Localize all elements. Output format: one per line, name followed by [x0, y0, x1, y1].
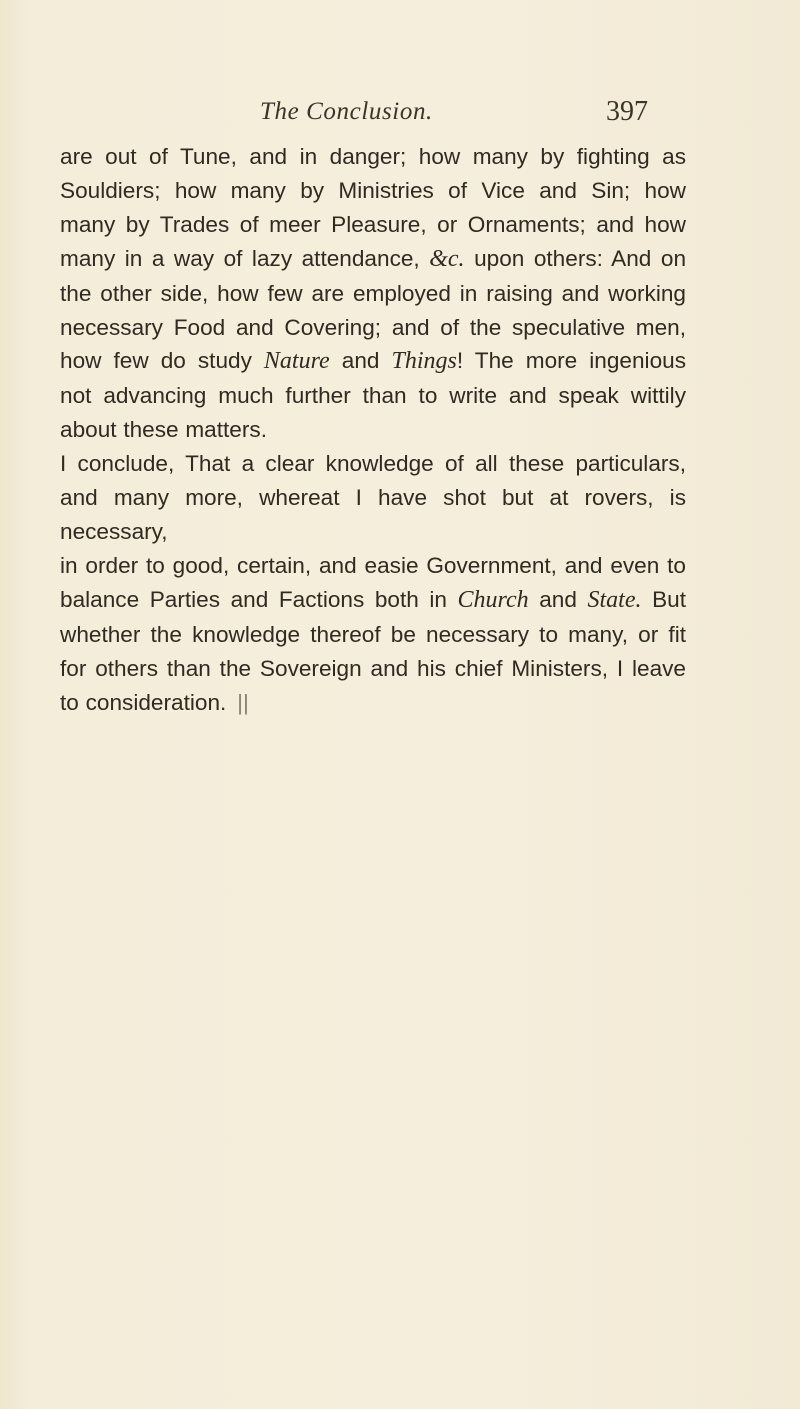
text-line: and many more, whereat I have shot but at rovers, is necessary, — [60, 485, 686, 544]
text-line: for others than the Sovereign and his chief Ministers, I leave — [60, 655, 686, 681]
italic-text: State. — [587, 586, 642, 613]
paragraph-1 — [60, 140, 686, 447]
end-bar-mark: || — [237, 689, 249, 715]
italic-text: &c. — [429, 245, 465, 272]
text-line: to consideration. || — [60, 686, 686, 720]
text-line: whether the knowledge thereof be necessary to many, or fit — [60, 621, 686, 647]
italic-text: Nature — [263, 348, 330, 375]
text-line: in order to good, certain, and easie Government, and even to — [60, 552, 686, 578]
text-line: many by Trades of meer Pleasure, or Ornaments; and how — [60, 211, 686, 237]
text-line: about these matters. — [60, 417, 267, 443]
text-line: are out of Tune, and in danger; how many by fighting as — [60, 144, 686, 169]
text-line: many in a way of lazy attendance, &c. upon others: And on — [60, 245, 687, 272]
text-line: the other side, how few are employed in raising and working — [60, 280, 686, 306]
page-number: 397 — [606, 96, 648, 127]
italic-text: Things — [391, 348, 457, 375]
text-line: not advancing much further than to write and speak wittily — [60, 383, 686, 409]
running-title: The Conclusion. — [260, 98, 433, 125]
text-line: Souldiers; how many by Ministries of Vice and Sin; how — [60, 177, 686, 203]
text-line: I conclude, That a clear knowledge of all these particulars, — [60, 451, 686, 477]
text-line: necessary Food and Covering; and of the speculative men, — [60, 314, 686, 340]
running-head — [0, 92, 800, 132]
text-line: balance Parties and Factions both in Church and State. But — [60, 586, 687, 613]
text-line: how few do study Nature and Things! The more ingenious — [60, 348, 686, 375]
body-text — [60, 140, 686, 719]
italic-text: Church — [457, 586, 529, 613]
paragraph-2 — [60, 447, 686, 719]
